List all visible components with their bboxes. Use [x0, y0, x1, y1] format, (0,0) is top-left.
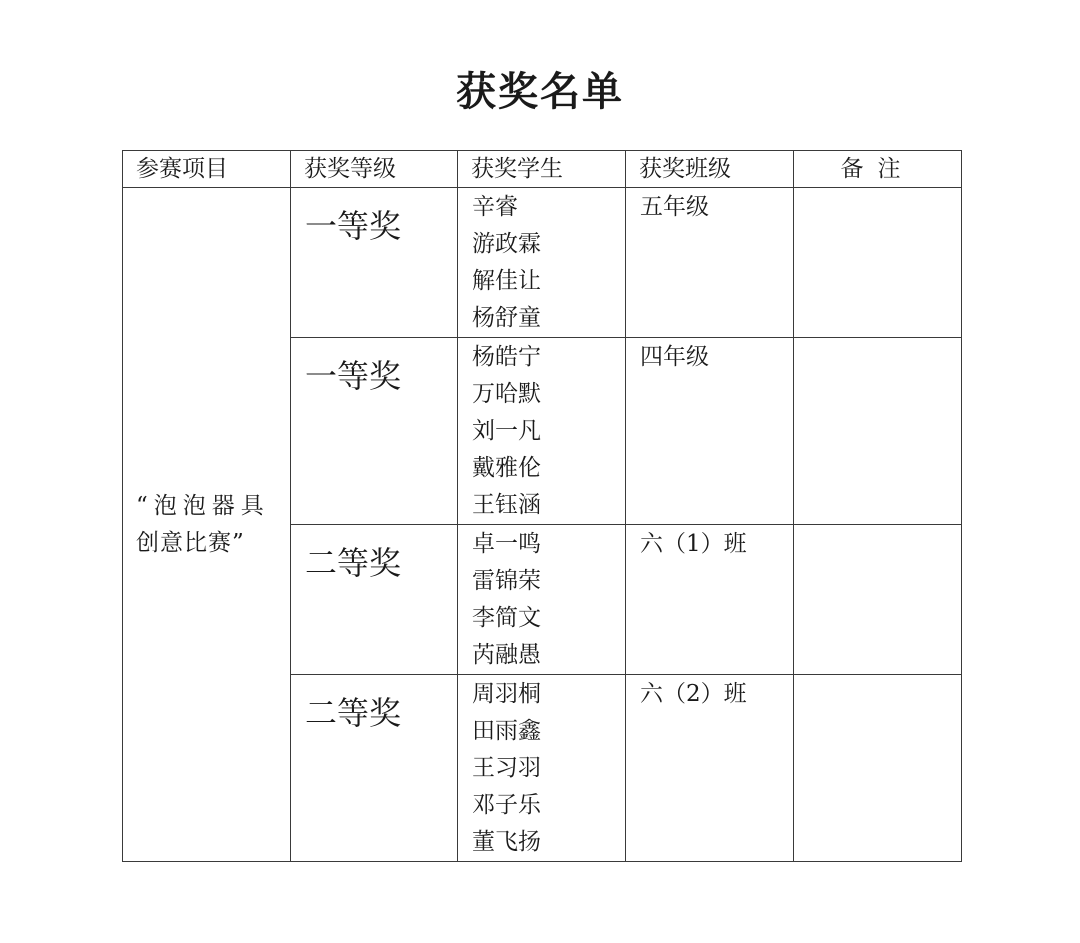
header-remark: 备注 [794, 151, 962, 188]
student-name: 解佳让 [472, 268, 541, 294]
student-name: 雷锦荣 [472, 568, 541, 594]
table-header-row [123, 151, 962, 188]
header-project: 参赛项目 [123, 151, 291, 188]
student-name: 万哈默 [472, 381, 541, 407]
student-name: 李简文 [472, 605, 541, 631]
student-name: 王钰涵 [472, 492, 541, 518]
header-students: 获奖学生 [458, 151, 626, 188]
award-class: 六（1）班 [626, 525, 794, 675]
page-title: 获奖名单 [456, 69, 624, 115]
student-name: 杨皓宁 [472, 344, 541, 370]
student-name: 周羽桐 [472, 681, 541, 707]
student-name: 王习羽 [472, 755, 541, 781]
remark-cell [794, 675, 962, 862]
award-class: 六（2）班 [626, 675, 794, 862]
student-name: 刘一凡 [472, 418, 541, 444]
student-name: 辛睿 [472, 194, 518, 220]
award-level: 二等奖 [291, 525, 458, 675]
award-level: 一等奖 [291, 338, 458, 525]
students-cell [458, 188, 626, 338]
award-class: 四年级 [626, 338, 794, 525]
award-level: 二等奖 [291, 675, 458, 862]
student-name: 戴雅伦 [472, 455, 541, 481]
remark-cell [794, 525, 962, 675]
remark-cell [794, 188, 962, 338]
award-class: 五年级 [626, 188, 794, 338]
header-level: 获奖等级 [291, 151, 458, 188]
project-name-line2: 创意比赛” [136, 529, 245, 556]
remark-cell [794, 338, 962, 525]
project-cell [123, 188, 291, 862]
student-name: 芮融愚 [472, 642, 541, 668]
students-cell [458, 675, 626, 862]
student-name: 董飞扬 [472, 829, 541, 855]
student-name: 田雨鑫 [472, 718, 541, 744]
header-class: 获奖班级 [626, 151, 794, 188]
students-cell [458, 525, 626, 675]
table-row [123, 188, 962, 338]
project-name-line1: “泡泡器具 [136, 492, 270, 519]
student-name: 游政霖 [472, 231, 541, 257]
award-table [122, 150, 962, 862]
students-cell [458, 338, 626, 525]
student-name: 卓一鸣 [472, 531, 541, 557]
student-name: 邓子乐 [472, 792, 541, 818]
student-name: 杨舒童 [472, 305, 541, 331]
award-level: 一等奖 [291, 188, 458, 338]
